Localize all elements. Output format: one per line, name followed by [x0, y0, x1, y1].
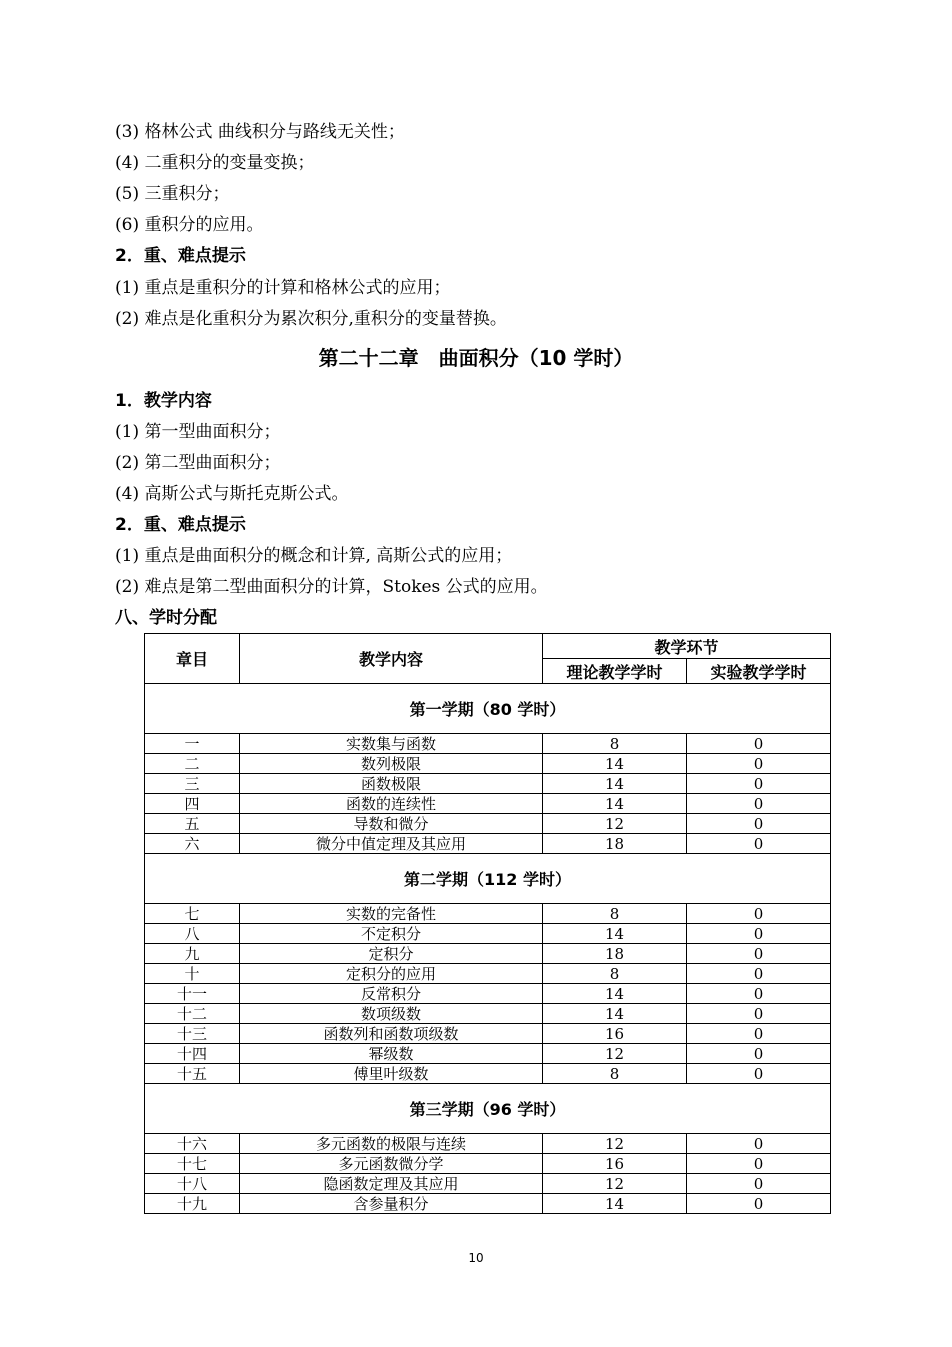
header-lab-hours: 实验教学学时 [687, 659, 831, 684]
table-row [145, 984, 831, 1004]
table-row [145, 1174, 831, 1194]
content-cell: 微分中值定理及其应用 [240, 834, 543, 854]
header-theory-hours: 理论教学学时 [543, 659, 687, 684]
table-row [145, 964, 831, 984]
lab-hours-cell: 0 [687, 794, 831, 814]
semester-title: 第二学期（112 学时） [145, 854, 831, 904]
chapter-cell: 十六 [145, 1134, 240, 1154]
theory-hours-cell: 8 [543, 904, 687, 924]
content-cell: 多元函数的极限与连续 [240, 1134, 543, 1154]
lab-hours-cell: 0 [687, 1044, 831, 1064]
theory-hours-cell: 12 [543, 814, 687, 834]
theory-hours-cell: 14 [543, 754, 687, 774]
header-teaching-stage: 教学环节 [543, 634, 831, 659]
chapter-cell: 二 [145, 754, 240, 774]
semester-row [145, 1084, 831, 1134]
lab-hours-cell: 0 [687, 904, 831, 924]
lab-hours-cell: 0 [687, 1004, 831, 1024]
theory-hours-cell: 18 [543, 834, 687, 854]
lab-hours-cell: 0 [687, 754, 831, 774]
hours-table [144, 633, 831, 1214]
lab-hours-cell: 0 [687, 964, 831, 984]
list-item: (5) 三重积分； [115, 184, 230, 204]
lab-hours-cell: 0 [687, 814, 831, 834]
theory-hours-cell: 16 [543, 1154, 687, 1174]
chapter-cell: 五 [145, 814, 240, 834]
list-item: (1) 重点是曲面积分的概念和计算, 高斯公式的应用； [115, 546, 513, 566]
chapter-cell: 十三 [145, 1024, 240, 1044]
list-item: (6) 重积分的应用。 [115, 215, 264, 235]
table-row [145, 904, 831, 924]
table-row [145, 1154, 831, 1174]
table-row [145, 754, 831, 774]
table-row [145, 814, 831, 834]
chapter-cell: 九 [145, 944, 240, 964]
list-item: (2) 第二型曲面积分； [115, 453, 281, 473]
chapter-cell: 十八 [145, 1174, 240, 1194]
table-row [145, 734, 831, 754]
chapter-cell: 十七 [145, 1154, 240, 1174]
semester-title: 第三学期（96 学时） [145, 1084, 831, 1134]
table-row [145, 1194, 831, 1214]
content-cell: 导数和微分 [240, 814, 543, 834]
theory-hours-cell: 8 [543, 734, 687, 754]
content-cell: 含参量积分 [240, 1194, 543, 1214]
list-item: (4) 二重积分的变量变换； [115, 153, 315, 173]
content-cell: 函数极限 [240, 774, 543, 794]
semester-row [145, 854, 831, 904]
chapter-cell: 七 [145, 904, 240, 924]
theory-hours-cell: 12 [543, 1134, 687, 1154]
lab-hours-cell: 0 [687, 1154, 831, 1174]
content-cell: 数项级数 [240, 1004, 543, 1024]
chapter-cell: 八 [145, 924, 240, 944]
theory-hours-cell: 14 [543, 1194, 687, 1214]
content-cell: 函数的连续性 [240, 794, 543, 814]
lab-hours-cell: 0 [687, 774, 831, 794]
chapter-cell: 十五 [145, 1064, 240, 1084]
lab-hours-cell: 0 [687, 924, 831, 944]
chapter-cell: 十 [145, 964, 240, 984]
chapter-cell: 十二 [145, 1004, 240, 1024]
content-cell: 幂级数 [240, 1044, 543, 1064]
semester-title: 第一学期（80 学时） [145, 684, 831, 734]
lab-hours-cell: 0 [687, 834, 831, 854]
table-row [145, 924, 831, 944]
theory-hours-cell: 12 [543, 1174, 687, 1194]
lab-hours-cell: 0 [687, 1024, 831, 1044]
content-cell: 实数的完备性 [240, 904, 543, 924]
table-body [145, 684, 831, 1214]
table-row [145, 794, 831, 814]
chapter-cell: 一 [145, 734, 240, 754]
theory-hours-cell: 14 [543, 774, 687, 794]
section-heading: 1．教学内容 [115, 391, 212, 411]
chapter-cell: 十九 [145, 1194, 240, 1214]
content-cell: 定积分的应用 [240, 964, 543, 984]
theory-hours-cell: 12 [543, 1044, 687, 1064]
chapter-cell: 四 [145, 794, 240, 814]
section-heading: 八、学时分配 [115, 608, 217, 628]
semester-row [145, 684, 831, 734]
lab-hours-cell: 0 [687, 1194, 831, 1214]
chapter-title: 第二十二章 曲面积分（10 学时） [318, 346, 634, 370]
content-cell: 隐函数定理及其应用 [240, 1174, 543, 1194]
theory-hours-cell: 16 [543, 1024, 687, 1044]
theory-hours-cell: 14 [543, 1004, 687, 1024]
header-content: 教学内容 [240, 634, 543, 684]
table-row [145, 1044, 831, 1064]
table-row [145, 834, 831, 854]
table-row [145, 1004, 831, 1024]
content-cell: 数列极限 [240, 754, 543, 774]
table-row [145, 944, 831, 964]
chapter-cell: 十四 [145, 1044, 240, 1064]
theory-hours-cell: 14 [543, 794, 687, 814]
table-row [145, 1134, 831, 1154]
content-cell: 定积分 [240, 944, 543, 964]
theory-hours-cell: 8 [543, 1064, 687, 1084]
content-cell: 反常积分 [240, 984, 543, 1004]
content-cell: 傅里叶级数 [240, 1064, 543, 1084]
table-row [145, 1024, 831, 1044]
chapter-cell: 六 [145, 834, 240, 854]
list-item: (1) 重点是重积分的计算和格林公式的应用； [115, 278, 451, 298]
content-cell: 实数集与函数 [240, 734, 543, 754]
page-number: 10 [468, 1251, 484, 1265]
content-cell: 函数列和函数项级数 [240, 1024, 543, 1044]
lab-hours-cell: 0 [687, 1064, 831, 1084]
list-item: (1) 第一型曲面积分； [115, 422, 281, 442]
chapter-cell: 三 [145, 774, 240, 794]
lab-hours-cell: 0 [687, 1134, 831, 1154]
table-row [145, 774, 831, 794]
lab-hours-cell: 0 [687, 944, 831, 964]
section-heading: 2．重、难点提示 [115, 246, 246, 266]
list-item: (3) 格林公式 曲线积分与路线无关性； [115, 122, 405, 142]
lab-hours-cell: 0 [687, 734, 831, 754]
header-chapter: 章目 [145, 634, 240, 684]
theory-hours-cell: 14 [543, 924, 687, 944]
list-item: (4) 高斯公式与斯托克斯公式。 [115, 484, 349, 504]
theory-hours-cell: 8 [543, 964, 687, 984]
lab-hours-cell: 0 [687, 984, 831, 1004]
theory-hours-cell: 18 [543, 944, 687, 964]
section-heading: 2．重、难点提示 [115, 515, 246, 535]
table-row [145, 1064, 831, 1084]
chapter-cell: 十一 [145, 984, 240, 1004]
lab-hours-cell: 0 [687, 1174, 831, 1194]
theory-hours-cell: 14 [543, 984, 687, 1004]
list-item: (2) 难点是化重积分为累次积分,重积分的变量替换。 [115, 309, 507, 329]
content-cell: 多元函数微分学 [240, 1154, 543, 1174]
content-cell: 不定积分 [240, 924, 543, 944]
list-item: (2) 难点是第二型曲面积分的计算，Stokes 公式的应用。 [115, 577, 548, 597]
